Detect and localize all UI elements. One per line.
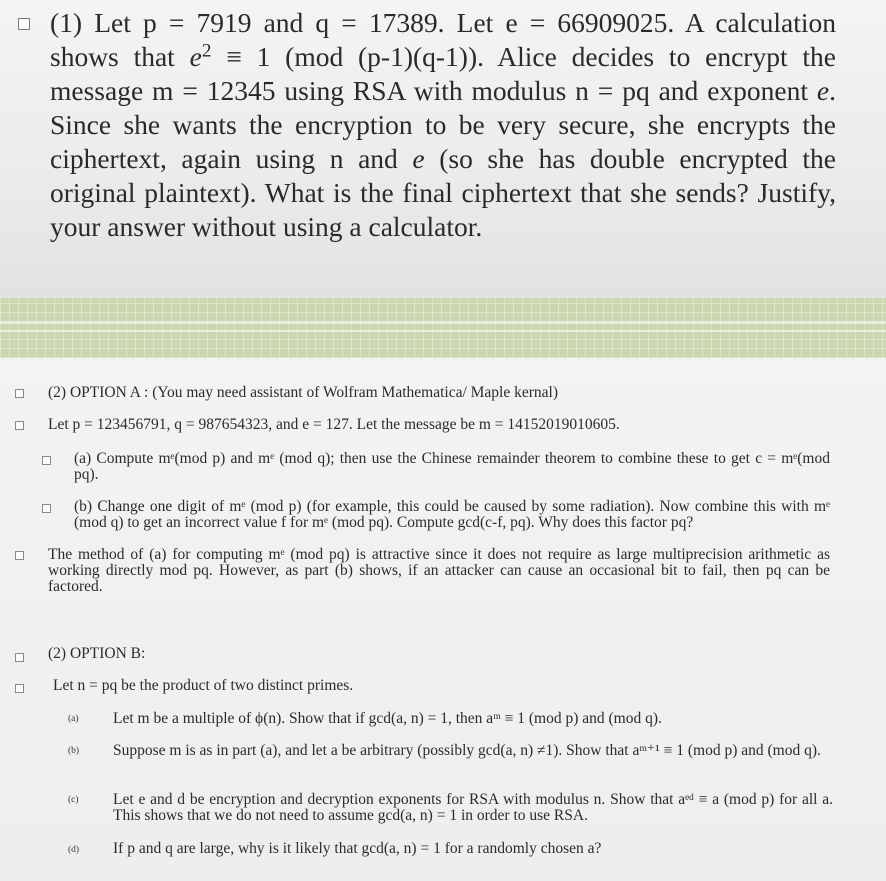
- option-a-method-note: The method of (a) for computing mᵉ (mod pq) is attractive since it does not require as large multiprecision arithmetic as working directly mod pq. However, as part (b) shows, if an attacker can cause an occasional bit to fail, then pq can be factored.: [48, 546, 830, 595]
- bullet-square-icon: [15, 389, 24, 398]
- item-label: (b): [68, 746, 80, 756]
- question-1-text: (1) Let p = 7919 and q = 17389. Let e = 66909025. A calculation shows that $e^2 \equiv 1$ (mod (p-1)(q-1)). Alice decides to encrypt the message m = 12345 using RSA with modulus n = pq and exponent e. Since she wants the encryption to be very secure, she encrypts the ciphertext, again using n and e (so she has double encrypted the original plaintext). What is the final ciphertext that she sends? Justify, your answer without using a calculator.: [50, 7, 836, 242]
- bullet-square-icon: [15, 551, 24, 560]
- slide-question-1: [0, 0, 886, 298]
- item-label: (c): [68, 795, 79, 805]
- option-b-item-b: Suppose m is as in part (a), and let a be arbitrary (possibly gcd(a, n) ≠1). Show that aᵐ⁺¹ ≡ 1 (mod p) and (mod q).: [113, 742, 821, 759]
- bullet-square-icon: [15, 684, 24, 693]
- option-a-heading: (2) OPTION A : (You may need assistant of Wolfram Mathematica/ Maple kernal): [48, 384, 559, 401]
- option-b-given: Let n = pq be the product of two distinct primes.: [53, 677, 354, 694]
- option-a-part-a: (a) Compute mᵉ(mod p) and mᵉ (mod q); then use the Chinese remainder theorem to combine these to get c = mᵉ(mod pq).: [74, 450, 830, 483]
- item-label: (a): [68, 714, 79, 724]
- band-stripe: [0, 330, 886, 332]
- band-stripe: [0, 321, 886, 324]
- bullet-square-icon: [15, 421, 24, 430]
- option-a-part-b: (b) Change one digit of mᵉ (mod p) (for example, this could be caused by some radiation). Now combine this with mᵉ (mod q) to get an incorrect value f for mᵉ (mod pq). Compute gcd(c-f, pq). Why does this factor pq?: [74, 498, 830, 531]
- bullet-square-icon: [42, 504, 51, 513]
- bullet-square-icon: [15, 653, 24, 662]
- slide-question-2: [0, 358, 886, 881]
- band-pattern: [0, 298, 886, 358]
- option-b-item-a: Let m be a multiple of ϕ(n). Show that if gcd(a, n) = 1, then aᵐ ≡ 1 (mod p) and (mod q).: [113, 710, 662, 727]
- item-label: (d): [68, 845, 80, 855]
- bullet-square-icon: [42, 456, 51, 465]
- option-a-given: Let p = 123456791, q = 987654323, and e = 127. Let the message be m = 14152019010605.: [48, 416, 620, 433]
- slide-divider-band: [0, 298, 886, 358]
- option-b-item-c: Let e and d be encryption and decryption exponents for RSA with modulus n. Show that aᵉᵈ ≡ a (mod p) for all a. This shows that we do not need to assume gcd(a, n) = 1 in order to use RSA.: [113, 791, 833, 824]
- option-b-heading: (2) OPTION B:: [48, 645, 146, 662]
- bullet-square-icon: [18, 18, 30, 30]
- option-b-item-d: If p and q are large, why is it likely that gcd(a, n) = 1 for a randomly chosen a?: [113, 840, 602, 857]
